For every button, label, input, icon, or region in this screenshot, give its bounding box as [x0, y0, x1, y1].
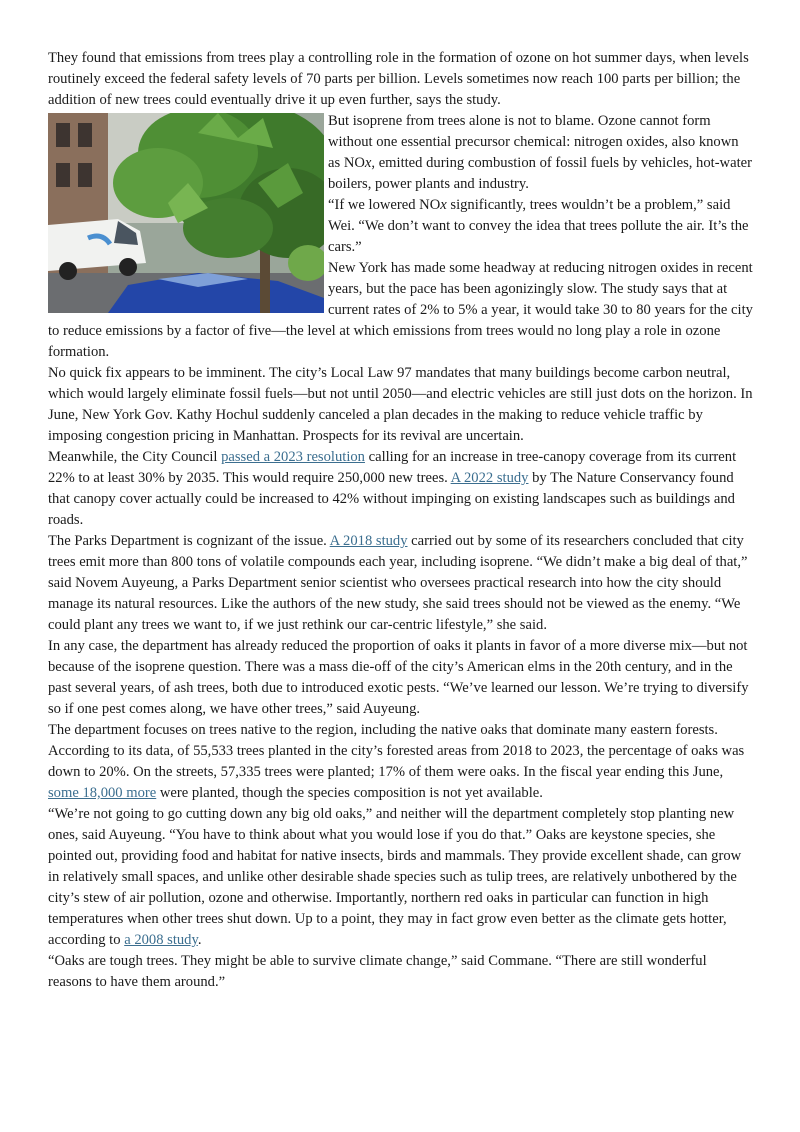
paragraph-wei-quote: “If we lowered NOx significantly, trees wouldn’t be a problem,” said Wei. “We don’t want to convey the idea that trees pollute the air. It’s the cars.”	[328, 197, 749, 255]
link-18000-more[interactable]: some 18,000 more	[48, 785, 157, 801]
paragraph-diverse-mix: In any case, the department has already reduced the proportion of oaks it plants in favor of a more diverse mix—but not because of the isoprene question. There was a mass die-off of the city’s American elms in the 20th century, and in the past several years, of ash trees, both due to introduced exotic pests. “We’ve learned our lesson. We’re trying to diversify so if one pest comes along, we have other trees,” said Auyeung.	[48, 638, 749, 717]
paragraph-isoprene: But isoprene from trees alone is not to blame. Ozone cannot form without one essential precursor chemical: nitrogen oxides, also known as NOx, emitted during combustion of fossil fuels by vehicles, hot-water boilers, power plants and industry.	[328, 113, 752, 192]
link-2023-resolution[interactable]: passed a 2023 resolution	[221, 449, 365, 465]
link-2022-study[interactable]: A 2022 study	[450, 470, 529, 486]
link-2008-study[interactable]: a 2008 study	[124, 932, 198, 948]
paragraph-big-old-oaks: “We’re not going to go cutting down any big old oaks,” and neither will the department completely stop planting new ones, said Auyeung. “You have to think about what you would lose if you do that.” Oaks are keystone species, she pointed out, providing food and habitat for native insects, birds and mammals. They provide excellent shade, can grow in relatively small spaces, and unlike other desirable shade species such as tulip trees, are relatively unbothered by the city’s stew of air pollution, ozone and otherwise. Importantly, northern red oaks in particular can function in high temperatures when other trees shut down. Up to a point, they may in fact grow even better as the climate gets hotter, according to a 2008 study.	[48, 806, 742, 948]
paragraph-nox-progress: New York has made some headway at reducing nitrogen oxides in recent years, but the pace has been agonizingly slow. The study says that at current rates of 2% to 5% a year, it would take 30 to 80 years for the city to reduce emissions by a factor of five—the level at which emissions from trees would no long play a role in ozone formation.	[48, 260, 753, 360]
paragraph-ozone-levels: They found that emissions from trees play a controlling role in the formation of ozone on hot summer days, when levels routinely exceed the federal safety levels of 70 parts per billion. Levels sometimes now reach 100 parts per billion; the addition of new trees could eventually drive it up even further, says the study.	[48, 50, 749, 108]
street-trees-photo	[48, 113, 324, 313]
paragraph-native-trees: The department focuses on trees native to the region, including the native oaks that dominate many eastern forests. According to its data, of 55,533 trees planted in the city’s forested areas from 2018 to 2023, the percentage of oaks was down to 20%. On the streets, 57,335 trees were planted; 17% of them were oaks. In the fiscal year ending this June, some 18,000 more were planted, though the species composition is not yet available.	[48, 722, 745, 801]
paragraph-no-quick-fix: No quick fix appears to be imminent. The city’s Local Law 97 mandates that many buildings become carbon neutral, which would largely eliminate fossil fuels—but not until 2050—and electric vehicles are still just dots on the horizon. In June, New York Gov. Kathy Hochul suddenly canceled a plan decades in the making to reduce vehicle traffic by imposing congestion pricing in Manhattan. Prospects for its revival are uncertain.	[48, 365, 753, 444]
paragraph-commane-quote: “Oaks are tough trees. They might be able to survive climate change,” said Commane. “There are still wonderful reasons to have them around.”	[48, 953, 707, 990]
paragraph-parks-department: The Parks Department is cognizant of the issue. A 2018 study carried out by some of its researchers concluded that city trees emit more than 800 tons of volatile compounds each year, including isoprene. “We didn’t make a big deal of that,” said Novem Auyeung, a Parks Department senior scientist who oversees practical research into how the city should manage its natural resources. Like the authors of the new study, she said trees should not be viewed as the enemy. “We could plant any trees we want to, if we just rethink our car-centric lifestyle,” she said.	[48, 533, 748, 633]
article-body	[48, 48, 754, 993]
link-2018-study[interactable]: A 2018 study	[329, 533, 408, 549]
paragraph-city-council: Meanwhile, the City Council passed a 2023 resolution calling for an increase in tree-canopy coverage from its current 22% to at least 30% by 2035. This would require 250,000 new trees. A 2022 study by The Nature Conservancy found that canopy cover actually could be increased to 42% without impinging on existing landscapes such as buildings and roads.	[48, 449, 737, 528]
